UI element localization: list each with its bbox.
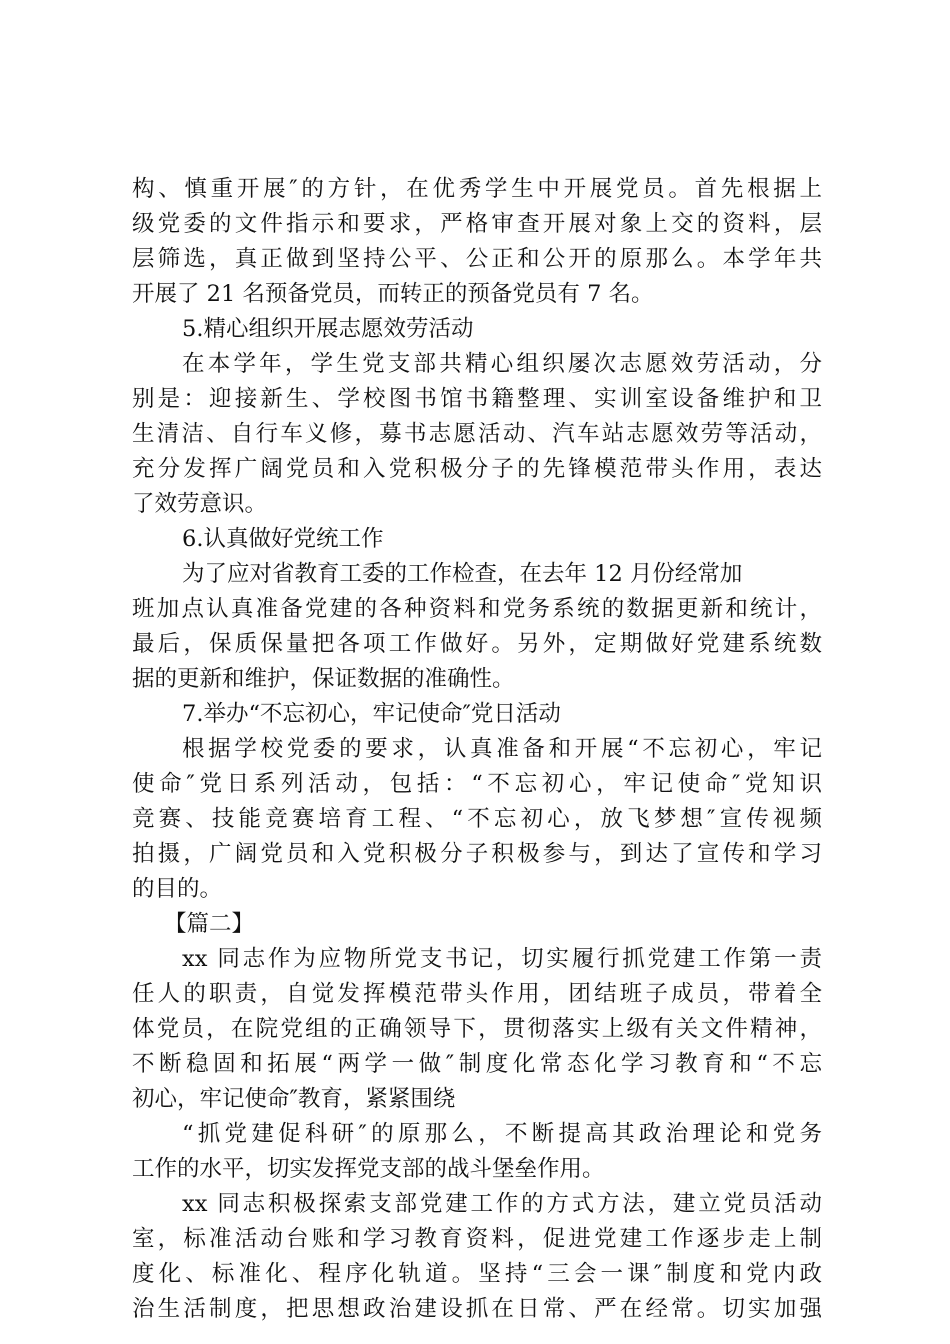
text-line: 治生活制度，把思想政治建设抓在日常、严在经常。切实加强 (132, 1296, 822, 1322)
text-line: 任人的职责，自觉发挥模范带头作用，团结班子成员，带着全 (132, 981, 822, 1007)
text-line: 度化、标准化、程序化轨道。坚持“三会一课″制度和党内政 (132, 1261, 822, 1287)
text-line: 在本学年，学生党支部共精心组织屡次志愿效劳活动，分 (182, 351, 822, 377)
text-line: 生清洁、自行车义修，募书志愿活动、汽车站志愿效劳等活动， (132, 421, 822, 447)
text-line: 充分发挥广阔党员和入党积极分子的先锋模范带头作用，表达 (132, 456, 822, 482)
text-line: 层筛选，真正做到坚持公平、公正和公开的原那么。本学年共 (132, 246, 822, 272)
text-line: 的目的。 (132, 876, 223, 902)
section-heading: 7.举办“不忘初心，牢记使命″党日活动 (182, 701, 561, 727)
text-line: 根据学校党委的要求，认真准备和开展“不忘初心，牢记 (182, 736, 822, 762)
text-line: 工作的水平，切实发挥党支部的战斗堡垒作用。 (132, 1156, 605, 1182)
text-line: 了效劳意识。 (132, 491, 268, 517)
text-line: 开展了 21 名预备党员，而转正的预备党员有 7 名。 (132, 281, 654, 307)
text-line: 构、慎重开展″的方针，在优秀学生中开展党员。首先根据上 (132, 176, 822, 202)
text-line: 据的更新和维护，保证数据的准确性。 (132, 666, 515, 692)
text-line: 室，标准活动台账和学习教育资料，促进党建工作逐步走上制 (132, 1226, 822, 1252)
section-heading: 5.精心组织开展志愿效劳活动 (182, 316, 474, 342)
text-line: 别是：迎接新生、学校图书馆书籍整理、实训室设备维护和卫 (132, 386, 822, 412)
text-line: xx 同志积极探索支部党建工作的方式方法，建立党员活动 (182, 1191, 822, 1217)
section-heading: 6.认真做好党统工作 (182, 526, 384, 552)
text-line: 为了应对省教育工委的工作检查，在去年 12 月份经常加 (182, 561, 743, 587)
text-line: 体党员，在院党组的正确领导下，贯彻落实上级有关文件精神， (132, 1016, 822, 1042)
text-line: “抓党建促科研″的原那么，不断提高其政治理论和党务 (182, 1121, 822, 1147)
text-line: 班加点认真准备党建的各种资料和党务系统的数据更新和统计， (132, 596, 822, 622)
text-line: 不断稳固和拓展“两学一做″制度化常态化学习教育和“不忘 (132, 1051, 822, 1077)
text-line: 使命″党日系列活动，包括：“不忘初心，牢记使命″党知识 (132, 771, 822, 797)
part-heading: 【篇二】 (164, 911, 255, 937)
text-line: 最后，保质保量把各项工作做好。另外，定期做好党建系统数 (132, 631, 822, 657)
document-body (132, 172, 822, 1327)
text-line: 拍摄，广阔党员和入党积极分子积极参与，到达了宣传和学习 (132, 841, 822, 867)
text-line: 竞赛、技能竞赛培育工程、“不忘初心，放飞梦想″宣传视频 (132, 806, 822, 832)
text-line: 级党委的文件指示和要求，严格审查开展对象上交的资料，层 (132, 211, 822, 237)
text-line: xx 同志作为应物所党支书记，切实履行抓党建工作第一责 (182, 946, 822, 972)
text-line: 初心，牢记使命″教育，紧紧围绕 (132, 1086, 456, 1112)
